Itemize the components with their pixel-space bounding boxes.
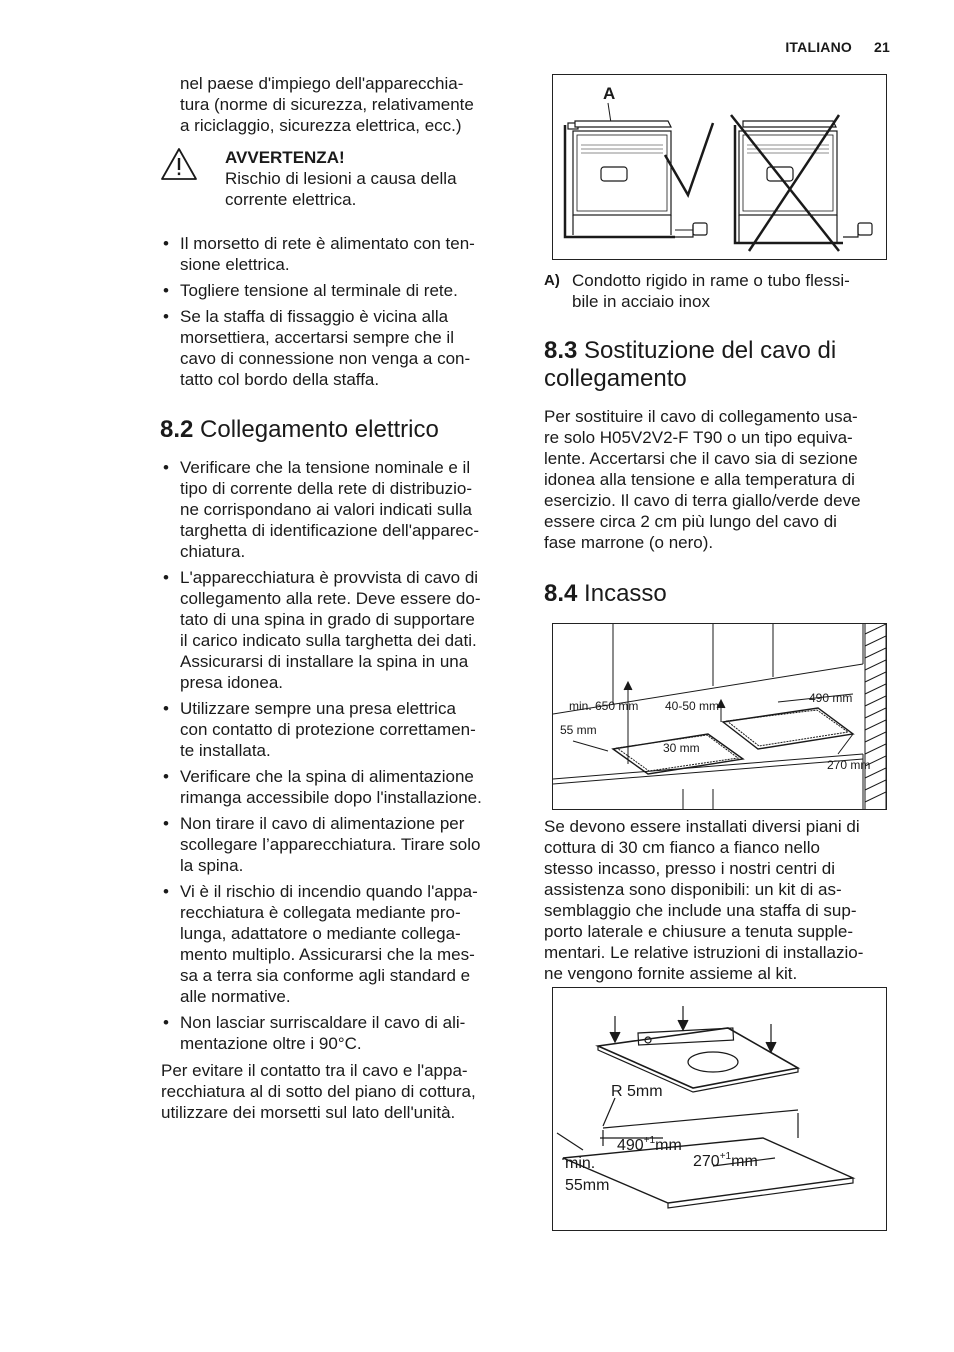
section-number: 8.2 xyxy=(160,416,194,443)
label-min: min. xyxy=(565,1155,596,1172)
section-heading-8-3 xyxy=(544,337,894,393)
caption-line: Condotto rigido in rame o tubo flessi- xyxy=(572,271,850,290)
hob-installation-drawing xyxy=(553,988,886,1230)
section-number: 8.3 xyxy=(544,337,578,364)
list-item: • Utilizzare sempre una presa elettrica con contatto di protezione correttamen- te installata. xyxy=(161,698,523,761)
figure-hob-installation xyxy=(552,987,887,1231)
section-title-cont: collegamento xyxy=(544,365,687,392)
intro-line: tura (norme di sicurezza, relativamente xyxy=(180,95,474,114)
intro-paragraph xyxy=(180,73,520,136)
label-55mm: 55mm xyxy=(565,1177,610,1194)
caption-line: bile in acciaio inox xyxy=(572,292,710,311)
paragraph-8-3: Per sostituire il cavo di collegamento usa- re solo H05V2V2-F T90 o un tipo equiva- lente. Accertarsi che il cavo sia di sezione idonea alla tensione e alla temperatura di esercizio. Il cavo di terra giallo/verde deve essere circa 2 cm più lungo del cavo di fase marrone (o nero). xyxy=(544,407,861,552)
caption-label: A) xyxy=(544,272,560,289)
figure-caption xyxy=(544,270,894,314)
page-header xyxy=(785,39,890,55)
list-item: • Se la staffa di fissaggio è vicina alla morsettiera, accertarsi sempre che il cavo di connessione non venga a con- tatto col bordo della staffa. xyxy=(161,306,521,390)
label-depth-270: $270^{+1}mm$ xyxy=(693,1151,758,1170)
section-heading-8-4 xyxy=(544,580,667,608)
oven-connection-drawing xyxy=(553,75,886,259)
label-30: 30 mm xyxy=(663,741,700,755)
closing-paragraph: Per evitare il contatto tra il cavo e l'appa- recchiatura al di sotto del piano di cottura, utilizzare dei morsetti sul lato dell'unità. xyxy=(161,1061,476,1122)
warning-title: AVVERTENZA! xyxy=(225,148,345,167)
intro-line: a riciclaggio, sicurezza elettrica, ecc.) xyxy=(180,116,462,135)
label-270: 270 mm xyxy=(827,758,871,772)
figure-oven-connection xyxy=(552,74,887,260)
label-radius: R 5mm xyxy=(611,1083,663,1100)
label-490: 490 mm xyxy=(809,691,853,705)
label-40-50: 40-50 mm xyxy=(665,699,720,713)
bullet-list-safety xyxy=(161,233,521,395)
list-item: • Vi è il rischio di incendio quando l'appa- recchiatura è collegata mediante pro- lunga, adattatore o mediante collega- mento multiplo. Assicurarsi che la mes- sa a terra sia conforme agli standard e alle normative. xyxy=(161,881,523,1007)
section-number: 8.4 xyxy=(544,580,578,607)
label-55: 55 mm xyxy=(560,723,597,737)
page-number: 21 xyxy=(874,39,890,55)
intro-line: nel paese d'impiego dell'apparecchia- xyxy=(180,74,464,93)
bullet-list-electrical xyxy=(161,457,523,1059)
list-item: • Non tirare il cavo di alimentazione per scollegare l’apparecchiatura. Tirare solo la spina. xyxy=(161,813,523,876)
paragraph-8-4: Se devono essere installati diversi piani di cottura di 30 cm fianco a fianco nello stesso incasso, presso i nostri centri di assistenza sono disponibili: un kit di as- semblaggio che include una staffa di sup- porto laterale e chiusure a tenuta supple- mentari. Le relative istruzioni di installazio- ne vengono fornite assieme al kit. xyxy=(544,817,864,983)
cutout-drawing xyxy=(553,624,886,809)
list-item: • Non lasciar surriscaldare il cavo di ali- mentazione oltre i 90°C. xyxy=(161,1012,523,1054)
list-item: • L'apparecchiatura è provvista di cavo di collegamento alla rete. Deve essere do- tato di una spina in grado di supportare il carico indicato sulla targhetta dei dati. Assicurarsi di installare la spina in una presa idonea. xyxy=(161,567,523,693)
warning-triangle-icon xyxy=(160,147,198,181)
label-width-490: $490^{+1}mm$ xyxy=(617,1135,682,1154)
label-min-650: min. 650 mm xyxy=(569,699,639,713)
list-item: • Togliere tensione al terminale di rete. xyxy=(161,280,521,301)
list-item: • Il morsetto di rete è alimentato con ten- sione elettrica. xyxy=(161,233,521,275)
language-label: ITALIANO xyxy=(785,39,853,55)
list-item: • Verificare che la tensione nominale e il tipo di corrente della rete di distribuzio- ne corrispondano ai valori indicati sulla targhetta di identificazione dell'apparec- chiatura. xyxy=(161,457,523,562)
list-item: • Verificare che la spina di alimentazione rimanga accessibile dopo l'installazione. xyxy=(161,766,523,808)
section-title: Collegamento elettrico xyxy=(200,416,439,443)
marker-a: A xyxy=(603,84,616,103)
figure-cutout-dimensions xyxy=(552,623,887,810)
warning-line: Rischio di lesioni a causa della xyxy=(225,169,457,188)
section-heading-8-2 xyxy=(160,416,439,444)
section-title: Sostituzione del cavo di xyxy=(584,337,837,364)
section-title: Incasso xyxy=(584,580,667,607)
warning-line: corrente elettrica. xyxy=(225,190,357,209)
